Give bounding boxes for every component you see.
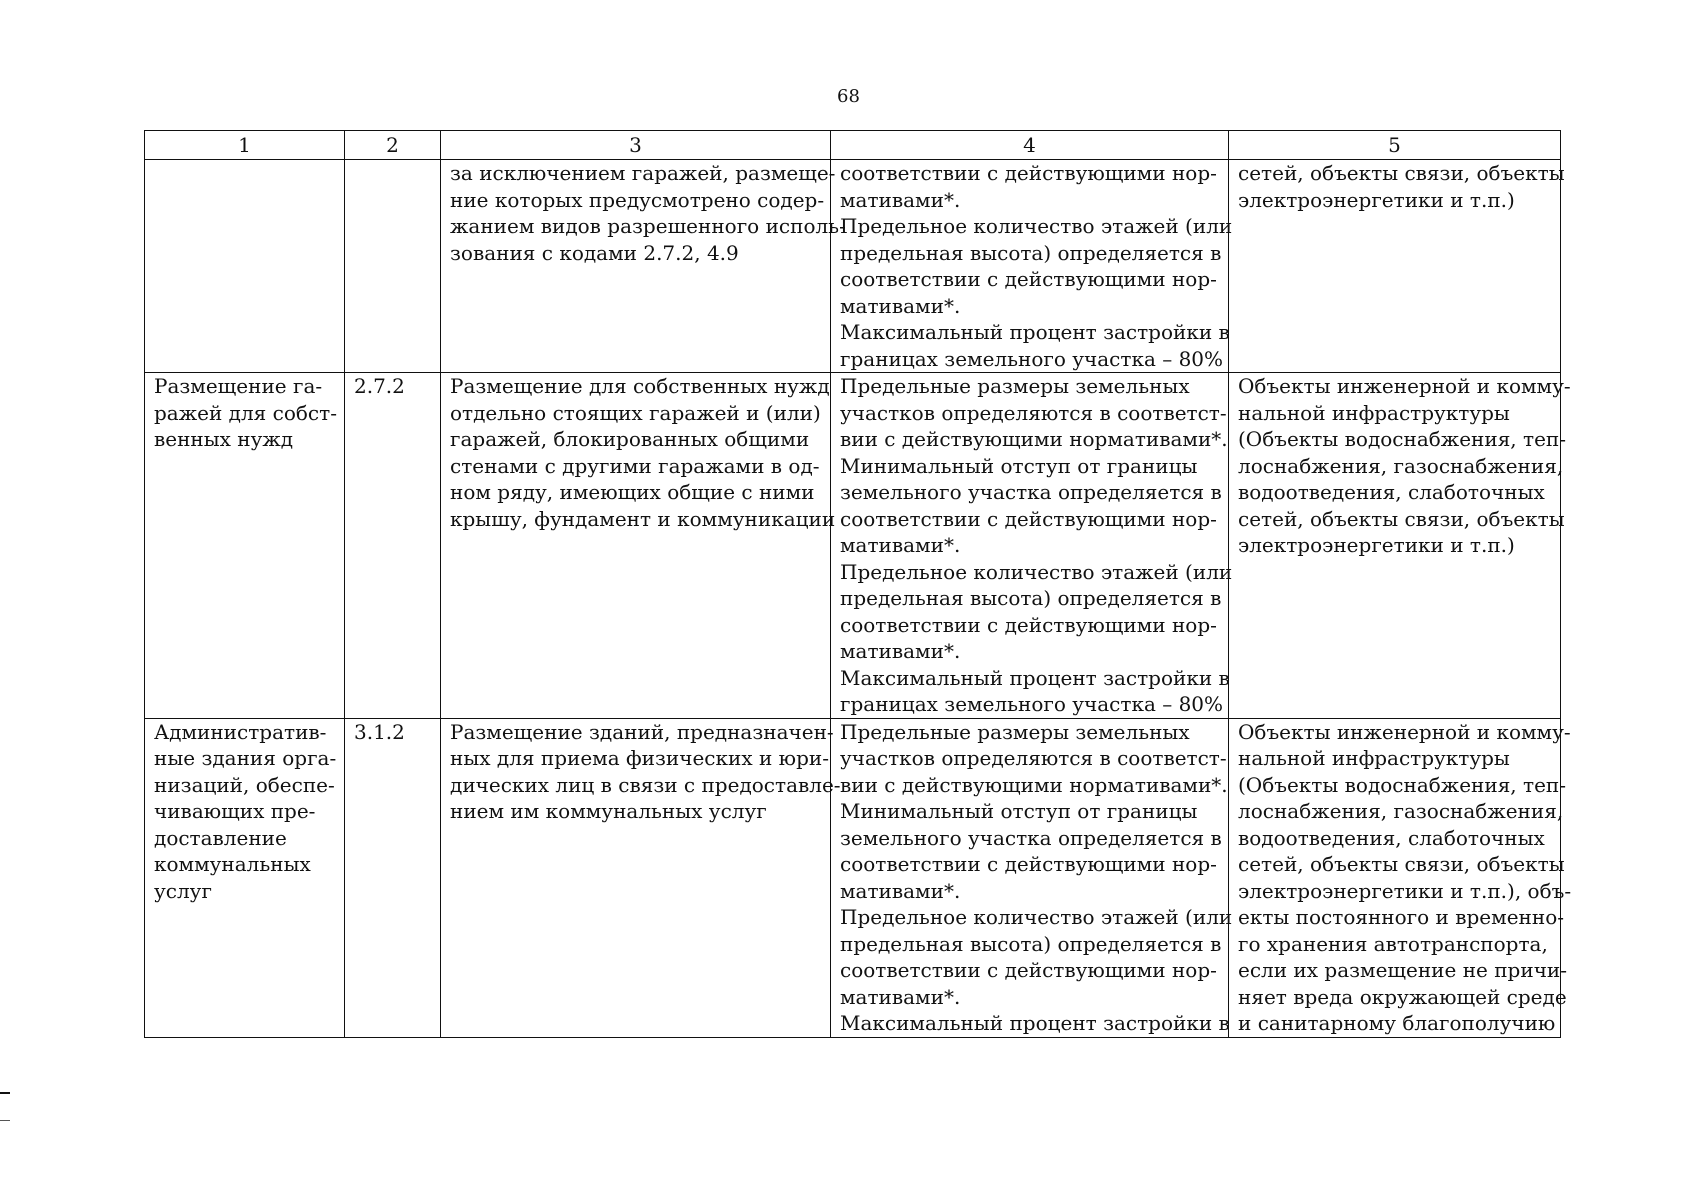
column-header: 1 xyxy=(145,131,345,160)
use-name-cell xyxy=(145,373,345,719)
cell-text-line: дических лиц в связи с предоставле- xyxy=(450,772,841,797)
cell-text-line: мативами*. xyxy=(840,878,961,903)
cell-text-line: нальной инфраструктуры xyxy=(1238,400,1510,425)
margin-mark xyxy=(0,1092,10,1094)
cell-text-line: соответствии с действующими нор- xyxy=(840,852,1217,876)
cell-text-line: предельная высота) определяется в xyxy=(840,586,1222,610)
cell-text-line: Максимальный процент застройки в xyxy=(840,320,1230,344)
cell-text-line: Минимальный отступ от границы xyxy=(840,799,1198,823)
cell-text-line: если их размещение не причи- xyxy=(1238,958,1568,982)
cell-text-line: няет вреда окружающей среде xyxy=(1238,984,1567,1009)
cell-text-line: Минимальный отступ от границы xyxy=(840,453,1198,478)
cell-text-line: соответствии с действующими нор- xyxy=(840,267,1217,291)
cell-text-line: жанием видов разрешенного исполь- xyxy=(450,214,846,238)
cell-text-line: лоснабжения, газоснабжения, xyxy=(1238,799,1564,823)
cell-text-line: Предельное количество этажей (или xyxy=(840,905,1233,929)
use-description-cell xyxy=(441,718,841,1037)
cell-text-line: ных для приема физических и юри- xyxy=(450,746,829,770)
cell-text-line: электроэнергетики и т.п.), объ- xyxy=(1238,878,1572,903)
cell-text-line: ные здания орга- xyxy=(154,746,337,770)
cell-text-line: Предельные размеры земельных xyxy=(840,374,1190,398)
column-header: 4 xyxy=(831,131,1229,160)
cell-text-line: земельного участка определяется в xyxy=(840,480,1222,504)
column-header: 5 xyxy=(1229,131,1561,160)
cell-text-line: предельная высота) определяется в xyxy=(840,240,1222,265)
cell-text-line: мативами*. xyxy=(840,639,961,663)
cell-text-line: Размещение зданий, предназначен- xyxy=(450,719,834,744)
cell-text-line: вии с действующими нормативами*. xyxy=(840,427,1228,451)
cell-text-line: Административ- xyxy=(154,719,327,744)
cell-text-line: Размещение для собственных нужд xyxy=(450,374,830,398)
use-code-cell xyxy=(345,373,441,719)
cell-text-line: услуг xyxy=(154,878,212,903)
cell-text-line: (Объекты водоснабжения, теп- xyxy=(1238,427,1567,451)
cell-text-line: венных нужд xyxy=(154,427,294,451)
cell-text-line: стенами с другими гаражами в од- xyxy=(450,453,820,478)
use-code-cell xyxy=(345,160,441,373)
cell-text-line: коммунальных xyxy=(154,852,311,876)
cell-text-line: границах земельного участка – 80% xyxy=(840,692,1224,716)
cell-text-line: соответствии с действующими нор- xyxy=(840,161,1217,185)
cell-text-line: водоотведения, слаботочных xyxy=(1238,480,1545,504)
objects-cell xyxy=(1229,718,1572,1037)
table-row xyxy=(145,373,1561,719)
cell-text-line: мативами*. xyxy=(840,293,961,318)
cell-text-line: Предельное количество этажей (или xyxy=(840,559,1233,584)
land-use-table xyxy=(144,130,1572,1038)
objects-cell xyxy=(1229,160,1565,373)
cell-text-line: мативами*. xyxy=(840,984,961,1009)
parameters-cell xyxy=(831,373,1233,719)
cell-text-line: крышу, фундамент и коммуникации xyxy=(450,506,836,531)
cell-text-line: ние которых предусмотрено содер- xyxy=(450,187,825,212)
parameters-cell xyxy=(831,718,1233,1037)
cell-text-line: зования с кодами 2.7.2, 4.9 xyxy=(450,240,739,265)
cell-text-line: Размещение га- xyxy=(154,374,323,398)
cell-text-line: и санитарному благополучию xyxy=(1238,1011,1556,1035)
cell-text-line: границах земельного участка – 80% xyxy=(840,346,1224,371)
cell-text-line: 3.1.2 xyxy=(354,719,405,744)
cell-text-line: Максимальный процент застройки в xyxy=(840,665,1230,690)
cell-text-line: соответствии с действующими нор- xyxy=(840,506,1217,531)
cell-text-line: нальной инфраструктуры xyxy=(1238,746,1510,770)
cell-text-line: электроэнергетики и т.п.) xyxy=(1238,187,1515,212)
page-number: 68 xyxy=(837,86,860,107)
cell-text-line: Максимальный процент застройки в xyxy=(840,1011,1230,1035)
cell-text-line: ражей для собст- xyxy=(154,400,337,425)
cell-text-line: за исключением гаражей, размеще- xyxy=(450,161,836,185)
use-description-cell xyxy=(441,373,836,719)
cell-text-line: низаций, обеспе- xyxy=(154,772,335,797)
cell-text-line: доставление xyxy=(154,825,287,850)
cell-text-line: ном ряду, имеющих общие с ними xyxy=(450,480,815,504)
cell-text-line: лоснабжения, газоснабжения, xyxy=(1238,453,1564,478)
use-description-cell xyxy=(441,160,846,373)
table-row xyxy=(145,718,1561,1037)
cell-text-line: чивающих пре- xyxy=(154,799,316,823)
cell-text-line: мативами*. xyxy=(840,187,961,212)
objects-cell xyxy=(1229,373,1571,719)
use-name-cell xyxy=(145,160,345,373)
table-row xyxy=(145,160,1561,373)
cell-text-line: земельного участка определяется в xyxy=(840,825,1222,850)
cell-text-line: участков определяются в соответст- xyxy=(840,746,1227,770)
cell-text-line: электроэнергетики и т.п.) xyxy=(1238,533,1515,557)
column-header: 3 xyxy=(441,131,831,160)
cell-text-line: Предельные размеры земельных xyxy=(840,719,1190,744)
cell-text-line: сетей, объекты связи, объекты xyxy=(1238,161,1565,185)
cell-text-line: соответствии с действующими нор- xyxy=(840,958,1217,982)
cell-text-line: отдельно стоящих гаражей и (или) xyxy=(450,400,821,425)
cell-text-line: Объекты инженерной и комму- xyxy=(1238,374,1571,398)
cell-text-line: сетей, объекты связи, объекты xyxy=(1238,506,1565,531)
use-code-cell xyxy=(345,718,441,1037)
cell-text-line: соответствии с действующими нор- xyxy=(840,612,1217,637)
cell-text-line: нием им коммунальных услуг xyxy=(450,799,767,823)
use-name-cell xyxy=(145,718,345,1037)
cell-text-line: сетей, объекты связи, объекты xyxy=(1238,852,1565,876)
header-row xyxy=(145,131,1561,160)
cell-text-line: екты постоянного и временно- xyxy=(1238,905,1564,929)
parameters-cell xyxy=(831,160,1233,373)
cell-text-line: Объекты инженерной и комму- xyxy=(1238,719,1571,744)
cell-text-line: предельная высота) определяется в xyxy=(840,931,1222,956)
cell-text-line: го хранения автотранспорта, xyxy=(1238,931,1548,956)
cell-text-line: 2.7.2 xyxy=(354,374,405,398)
cell-text-line: участков определяются в соответст- xyxy=(840,400,1227,425)
cell-text-line: водоотведения, слаботочных xyxy=(1238,825,1545,850)
margin-mark xyxy=(0,1120,10,1121)
column-header: 2 xyxy=(345,131,441,160)
cell-text-line: (Объекты водоснабжения, теп- xyxy=(1238,772,1567,797)
cell-text-line: Предельное количество этажей (или xyxy=(840,214,1233,238)
cell-text-line: гаражей, блокированных общими xyxy=(450,427,810,451)
cell-text-line: мативами*. xyxy=(840,533,961,557)
cell-text-line: вии с действующими нормативами*. xyxy=(840,772,1228,797)
